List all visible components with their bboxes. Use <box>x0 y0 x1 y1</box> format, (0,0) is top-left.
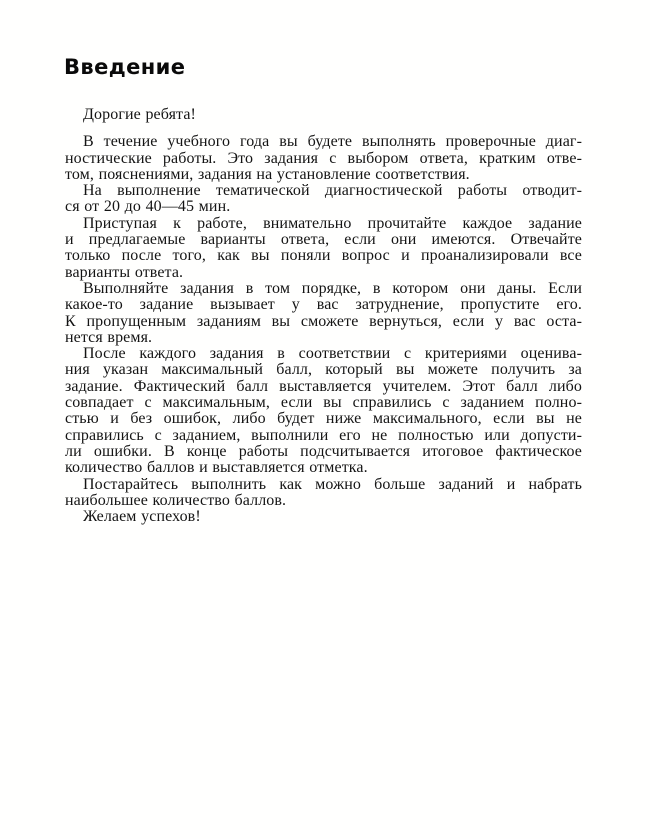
text-line: и предлагаемые варианты ответа, если они имеются. Отвечайте <box>65 231 582 249</box>
text-line: Дорогие ребята! <box>83 106 196 123</box>
text-line: наибольшее количество баллов. <box>65 491 287 509</box>
text-line: Постарайтесь выполнить как можно больше заданий и набрать <box>83 475 582 493</box>
text-line: Желаем успехов! <box>83 508 201 526</box>
text-line: количество баллов и выставляется отметка. <box>65 459 368 477</box>
text-line: задание. Фактический балл выставляется учителем. Этот балл либо <box>65 377 582 395</box>
text-line: стью и без ошибок, либо будет ниже максимального, если вы не <box>65 410 582 428</box>
text-line: варианты ответа. <box>65 263 184 281</box>
paragraph <box>65 183 582 216</box>
text-line: том, пояснениями, задания на установление соответствия. <box>65 165 470 183</box>
text-line: ния указан максимальный балл, который вы можете получить за <box>65 361 582 379</box>
text-line: Выполняйте задания в том порядке, в котором они даны. Если <box>83 279 582 297</box>
paragraph <box>65 216 582 281</box>
text-line: ся от 20 до 40—45 мин. <box>65 198 231 216</box>
text-line: справились с заданием, выполнили его не полностью или допусти- <box>65 426 582 444</box>
page-title: Введение <box>64 55 186 79</box>
text-line: совпадает с максимальным, если вы справились с заданием полно- <box>65 394 582 412</box>
text-line: какое-то задание вызывает у вас затруднение, пропустите его. <box>65 296 582 314</box>
text-line: ли ошибки. В конце работы подсчитывается итоговое фактическое <box>65 442 582 460</box>
closing-line <box>65 509 582 525</box>
text-line: Приступая к работе, внимательно прочитайте каждое задание <box>83 214 582 232</box>
paragraph <box>65 281 582 346</box>
greeting-line <box>65 107 582 123</box>
text-line: На выполнение тематической диагностической работы отводит- <box>83 182 582 200</box>
body-text <box>65 107 582 525</box>
paragraph <box>65 477 582 510</box>
text-line: нется время. <box>65 328 153 346</box>
text-line: только после того, как вы поняли вопрос и проанализировали все <box>65 247 582 265</box>
text-line: К пропущенным заданиям вы сможете вернуться, если у вас оста- <box>65 312 582 330</box>
text-line: ностические работы. Это задания с выбором ответа, кратким отве- <box>65 149 582 167</box>
text-line: В течение учебного года вы будете выполнять проверочные диаг- <box>83 133 582 151</box>
paragraph <box>65 346 582 476</box>
paragraph <box>65 134 582 183</box>
text-line: После каждого задания в соответствии с критериями оценива- <box>83 345 582 363</box>
